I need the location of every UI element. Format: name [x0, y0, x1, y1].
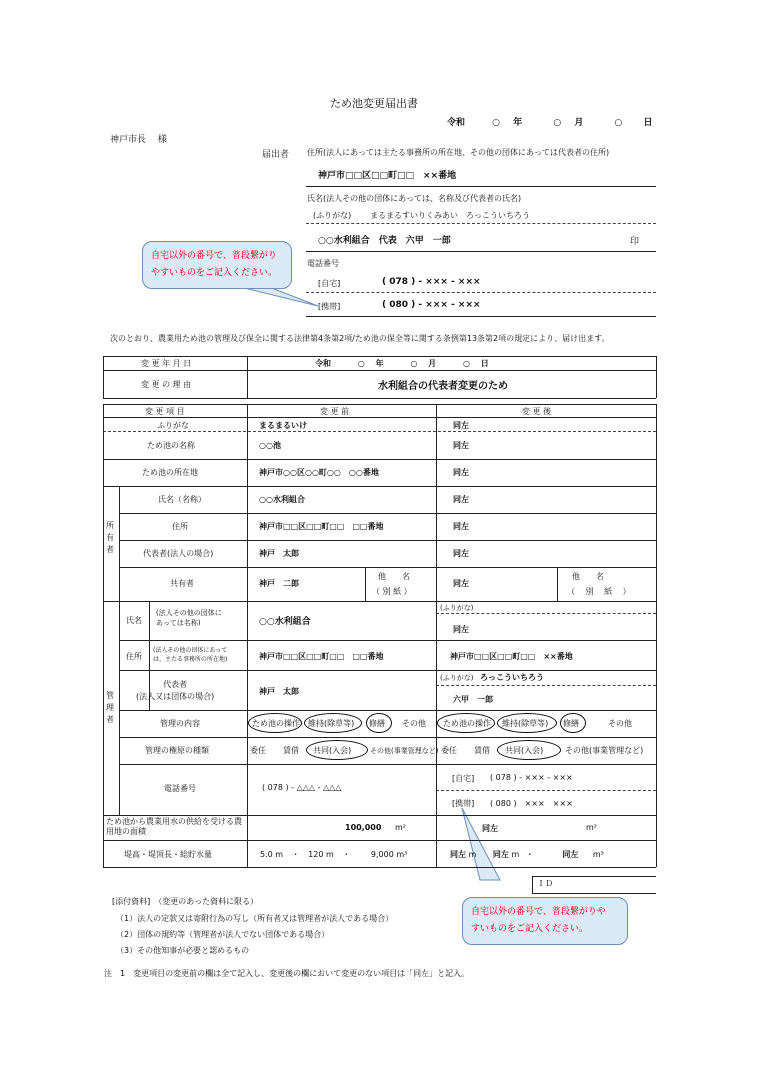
manager-name-before: ○○水利組合	[259, 617, 311, 627]
owner-address-after: 同左	[453, 522, 469, 531]
notifier-mobile-label: [携帯]	[318, 302, 341, 311]
content-after-op: ため池の操作	[443, 719, 491, 728]
dims-l: 120	[308, 850, 324, 859]
furigana-after: 同左	[453, 421, 469, 430]
authority-before-4: その他(事業管理など)	[370, 747, 439, 755]
notifier-name-label: 氏名(法人その他の団体にあっては、名称及び代表者の氏名)	[307, 194, 522, 203]
attachment-item: （3）その他知事が必要と認めるもの	[116, 946, 250, 955]
pond-name-before: ○○池	[259, 441, 281, 450]
manager-name-furigana: (ふりがな)	[440, 604, 474, 612]
authority-label: 管理の権原の種類	[145, 746, 209, 755]
change-date-value: 令和 ○ 年 ○ 月 ○ 日	[315, 359, 489, 368]
co-owner-sep-after: （ 別 紙 ）	[567, 587, 631, 596]
manager-phone-label: 電話番号	[164, 784, 196, 793]
notifier-address-value: 神戸市□□区□□町□□ ××番地	[318, 171, 457, 181]
content-before-op: ため池の操作	[252, 719, 300, 728]
owner-address-label: 住所	[172, 522, 188, 531]
notifier-label: 届出者	[262, 150, 290, 160]
notifier-home-value: ( 078 ) - ××× - ×××	[382, 277, 481, 287]
manager-name-label: 氏名	[126, 616, 142, 625]
dims-before: 5.0 m ・ 120 m ・ 9,000 m³	[260, 850, 408, 859]
pond-name-after: 同左	[453, 441, 469, 450]
area-unit-after: m²	[586, 823, 597, 832]
dims-lu: m	[326, 850, 334, 859]
authority-before-1: 委任	[250, 746, 266, 755]
furigana-before: まるまるいけ	[259, 421, 307, 430]
owner-group-label: 所有者	[106, 521, 114, 554]
change-date-label: 変 更 年 月 日	[141, 359, 192, 368]
manager-rep-furigana-label: (ふりがな)	[440, 674, 474, 682]
co-owner-other-after: 他 名	[572, 572, 604, 581]
dims-a3: 同左	[562, 850, 579, 859]
content-after-maint: 維持(除草等)	[502, 719, 549, 728]
callout-bottom: 自宅以外の番号で、普段繋がりや すいものをご記入ください。	[462, 897, 628, 945]
co-owner-before: 神戸 二郎	[259, 579, 299, 588]
notifier-mobile-value: ( 080 ) - ××× - ×××	[382, 300, 481, 310]
notifier-furigana-label: (ふりがな)	[313, 211, 352, 220]
attachments-heading: [添付資料] （変更のあった資料に限る）	[112, 897, 259, 906]
manager-rep-furigana-value: ろっこういちろう	[480, 673, 544, 682]
content-label: 管理の内容	[160, 719, 200, 728]
owner-name-label: 氏名（名称）	[158, 495, 206, 504]
id-label: ＩＤ	[537, 879, 553, 888]
dims-a2: 同左	[492, 850, 509, 859]
manager-addr-sub: (法人その他の団体にあって は、主たる事務所の所在地)	[153, 647, 228, 663]
authority-before-3: 共同(入会)	[313, 746, 352, 755]
co-owner-other-before: 他 名	[378, 572, 410, 581]
location-after: 同左	[453, 468, 469, 477]
attachment-item: （1）法人の定款又は寄附行為の写し（所有者又は管理者が法人である場合）	[116, 914, 394, 923]
dims-h: 5.0	[260, 850, 273, 859]
callout-top: 自宅以外の番号で、普段繋がり やすいものをご記入ください。	[142, 241, 292, 289]
location-before: 神戸市○○区○○町○○ ○○番地	[259, 468, 379, 477]
manager-phone-home-value: ( 078 ) - ××× - ×××	[490, 773, 573, 782]
area-unit: m²	[395, 823, 406, 832]
authority-after-1: 委任	[441, 746, 457, 755]
area-label: ため池から農業用水の供給を受ける農用地の面積	[106, 817, 242, 836]
addressee: 神戸市長 様	[110, 135, 167, 145]
manager-name-after: 同左	[453, 625, 469, 634]
manager-phone-mobile-label: [携帯]	[452, 799, 475, 808]
dims-after: 同左 m 同左 m ・ 同左 m³	[450, 850, 604, 859]
owner-rep-before: 神戸 太郎	[259, 549, 299, 558]
footnote: 注 1 変更項目の変更前の欄は全て記入し、変更後の欄において変更のない項目は「同左」と記入。	[104, 969, 470, 978]
seal-mark: 印	[630, 237, 640, 247]
reason-value: 水利組合の代表者変更のため	[378, 381, 508, 392]
manager-addr-label: 住所	[126, 652, 142, 661]
manager-addr-before: 神戸市□□区□□町□□ □□番地	[259, 652, 384, 661]
manager-phone-home-label: [自宅]	[452, 774, 475, 783]
authority-after-3: 共同(入会)	[505, 746, 544, 755]
dims-hu: m	[275, 850, 284, 859]
header-before: 変 更 前	[320, 407, 350, 416]
authority-before-2: 賃借	[283, 746, 299, 755]
owner-name-before: ○○水利組合	[259, 495, 305, 504]
intro-text: 次のとおり、農業用ため池の管理及び保全に関する法律第4条第2項/ため池の保全等に関する条例第13条第2項の規定により、届け出ます。	[110, 334, 610, 343]
dims-label: 堤高・堤頂長・総貯水量	[124, 850, 212, 859]
dims-a1u: m	[468, 850, 477, 859]
owner-rep-after: 同左	[453, 549, 469, 558]
co-owner-sep-before: （ 別 紙 ）	[372, 587, 412, 596]
manager-addr-after: 神戸市□□区□□町□□ ××番地	[450, 652, 573, 661]
pond-name-label: ため池の名称	[147, 441, 195, 450]
area-before: 100,000	[345, 823, 382, 832]
notifier-phone-label: 電話番号	[307, 259, 339, 268]
manager-rep-label: 代表者 (法人又は団体の場合)	[136, 680, 215, 701]
location-label: ため池の所在地	[142, 468, 198, 477]
header-after: 変 更 後	[522, 407, 552, 416]
reason-label: 変 更 の 理 由	[141, 380, 192, 389]
manager-name-sub: (法人その他の団体に あっては名称)	[156, 609, 222, 627]
manager-phone-mobile-value: ( 080 ) ××× ×××	[490, 799, 573, 808]
content-before-repair: 修繕	[369, 719, 385, 728]
furigana-label: ふりがな	[157, 421, 189, 430]
page-title: ため池変更届出書	[330, 97, 418, 110]
owner-name-after: 同左	[453, 495, 469, 504]
owner-address-before: 神戸市□□区□□町□□ □□番地	[259, 522, 384, 531]
content-before-other: その他	[402, 719, 426, 728]
notifier-home-label: [自宅]	[318, 279, 341, 288]
area-after: 同左	[482, 824, 498, 833]
content-after-other: その他	[608, 719, 632, 728]
manager-rep-before: 神戸 太郎	[259, 687, 299, 696]
dims-vu: m³	[396, 850, 408, 859]
content-before-maint: 維持(除草等)	[308, 719, 355, 728]
owner-rep-label: 代表者(法人の場合)	[143, 549, 214, 558]
date-line: 令和 ○ 年 ○ 月 ○ 日	[447, 118, 653, 128]
callout-bottom-tail	[462, 808, 500, 880]
co-owner-after: 同左	[453, 579, 469, 588]
authority-after-2: 賃借	[474, 746, 490, 755]
authority-after-4: その他(事業管理など)	[565, 746, 644, 755]
dims-v: 9,000	[370, 850, 394, 859]
notifier-furigana-value: まるまるすいりくみあい ろっこういちろう	[370, 211, 530, 220]
notifier-name-value: ○○水利組合 代表 六甲 一郎	[318, 236, 451, 246]
dims-a3u: m³	[592, 850, 604, 859]
manager-phone-before: ( 078 ) - △△△ - △△△	[262, 783, 342, 792]
content-after-repair: 修繕	[563, 719, 579, 728]
attachment-item: （2）団体の規約等（管理者が法人でない団体である場合）	[116, 930, 330, 939]
manager-group-label: 管理者	[106, 691, 114, 724]
dims-a1: 同左	[450, 850, 466, 859]
dims-a2u: m	[511, 850, 520, 859]
notifier-address-label: 住所(法人にあっては主たる事務所の所在地、その他の団体にあっては代表者の住所)	[307, 148, 610, 157]
header-item: 変 更 項 目	[145, 407, 185, 416]
manager-rep-after: 六甲 一郎	[453, 695, 493, 704]
co-owner-label: 共有者	[170, 579, 194, 588]
